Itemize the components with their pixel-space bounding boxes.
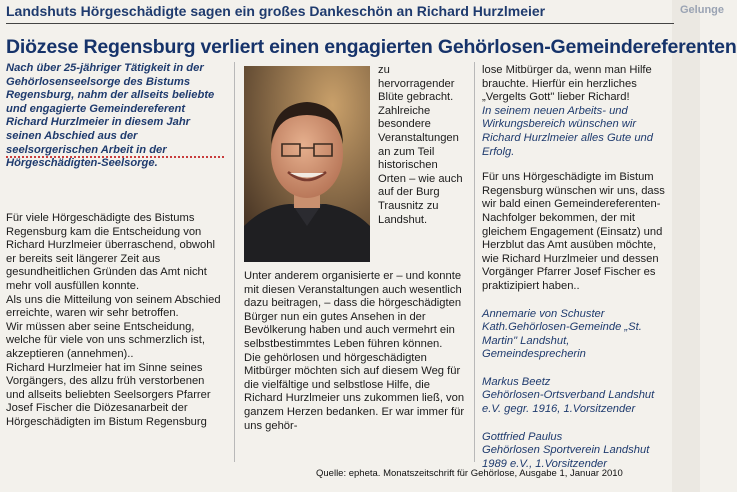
column-2-bottom: [244, 270, 468, 433]
signature-org: Gehörlosen-Ortsverband Landshut e.V. gegr. 1916, 1.Vorsitzender: [482, 389, 655, 416]
column-2-top: zu hervorragender Blüte gebracht. Zahlreiche besondere Veranstaltungen an zum Teil historischen Orten – wie auch auf der Burg Trausnitz zu Landshut.: [378, 64, 463, 226]
signature-name: Markus Beetz: [482, 375, 551, 388]
column-3: [482, 64, 672, 471]
signature-name: Annemarie von Schuster: [482, 307, 605, 320]
kicker: Landshuts Hörgeschädigte sagen ein großes Dankeschön an Richard Hurzlmeier: [6, 3, 674, 24]
source-credit: Quelle: epheta. Monatszeitschrift für Gehörlose, Ausgabe 1, Januar 2010: [316, 468, 623, 479]
col2-paragraph: Die gehörlosen und hörgeschädigten Mitbürger möchten sich auf diesem Weg für die vielfältige und selbstlose Hilfe, die Richard Hurzlmeier uns zukommen ließ, von ganzem Herzen bedanken. Er war immer für uns gehör-: [244, 351, 465, 432]
signature-org: Gehörlosen Sportverein Landshut 1989 e.V., 1.Vorsitzender: [482, 444, 650, 470]
col2-paragraph: Unter anderem organisierte er – und konnte mit diesen Veranstaltungen auch wesentlich dazu beitragen, – dass die hörgeschädigten Bürger nun ein gutes Ansehen in der Bevölkerung haben und auch vermehrt ein selbstbestimmtes Leben führen können.: [244, 270, 462, 350]
column-1: [6, 212, 224, 430]
column-divider: [234, 62, 235, 462]
signature-block: [482, 376, 672, 417]
dotted-divider: [6, 156, 224, 158]
col1-paragraph: Als uns die Mitteilung von seinem Abschied erreichte, waren wir sehr betroffen.: [6, 293, 221, 320]
neighbor-column-edge: [672, 0, 725, 492]
lead-paragraph: Nach über 25-jähriger Tätigkeit in der Gehörlosenseelsorge des Bistums Regensburg, nahm der allseits beliebte und engagierte Gemeindereferent Richard Hurzlmeier in diesem Jahr seinen Abschied aus der seelsorgerischen Arbeit in der Hörgeschädigten-Seelsorge.: [6, 62, 215, 170]
col3-wishes: In seinem neuen Arbeits- und Wirkungsbereich wünschen wir Richard Hurzlmeier alles Gute und Erfolg.: [482, 104, 653, 158]
col1-paragraph: Wir müssen aber seine Entscheidung, welche für viele von uns schmerzlich ist, akzeptieren (annehmen)..: [6, 320, 205, 360]
col1-paragraph: Für viele Hörgeschädigte des Bistums Regensburg kam die Entscheidung von Richard Hurzlmeier überraschend, obwohl er bereits seit längerer Zeit aus gesundheitlichen Gründen das Amt nicht mehr voll ausfüllen konnte.: [6, 212, 215, 292]
signature-name: Gottfried Paulus: [482, 430, 563, 443]
col3-paragraph: lose Mitbürger da, wenn man Hilfe brauchte. Hierfür ein herzliches „Vergelts Gott" lieber Richard!: [482, 64, 652, 104]
signature-block: [482, 308, 672, 362]
col1-paragraph: Richard Hurzlmeier hat im Sinne seines Vorgängers, des allzu früh verstorbenen und allseits beliebten Seelsorgers Pfarrer Josef Fischer die Diözesanarbeit der Hörgeschädigten im Bistum Regensburg: [6, 361, 211, 428]
portrait-photo: [244, 66, 370, 262]
column-divider: [474, 62, 475, 462]
col3-paragraph: Für uns Hörgeschädigte im Bistum Regensburg wünschen wir uns, dass wir bald einen Gemeindereferenten-Nachfolger bekommen, der mit gleichem Engagement (Einsatz) und Herzblut das Amt ausüben möchte, wie Richard Hurzlmeier und dessen Vorgänger Pfarrer Josef Fischer es praktizipiert haben..: [482, 171, 665, 292]
signature-org: Kath.Gehörlosen-Gemeinde „St. Martin" Landshut, Gemeindesprecherin: [482, 321, 642, 361]
signature-block: [482, 431, 672, 472]
neighbor-heading-fragment: Gelunge: [680, 4, 725, 16]
headline: Diözese Regensburg verliert einen engagierten Gehörlosen-Gemeindereferenten: [6, 36, 737, 58]
portrait-illustration: [244, 66, 370, 262]
